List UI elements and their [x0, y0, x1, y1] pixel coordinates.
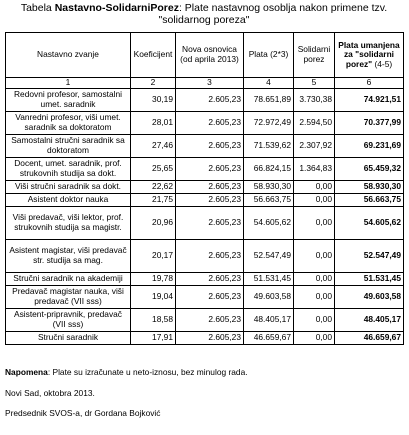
cell-zvanje: Viši predavač, viši lektor, prof. strukovnih studija sa magistr. [6, 207, 131, 240]
cell-koeficijent: 22,62 [131, 181, 176, 194]
title-rest: : Plate nastavnog osoblja nakon primene tzv. "solidarnog poreza" [158, 2, 388, 26]
cell-porez: 2.307,92 [294, 135, 335, 158]
note-line [5, 367, 248, 377]
cell-koeficijent: 19,78 [131, 273, 176, 286]
cell-porez: 0,00 [294, 273, 335, 286]
cell-umanjena: 74.921,51 [335, 89, 404, 112]
cell-koeficijent: 25,65 [131, 158, 176, 181]
cell-koeficijent: 19,04 [131, 286, 176, 309]
cell-zvanje: Asistent doktor nauka [6, 194, 131, 207]
cell-zvanje: Asistent magistar, viši predavač str. studija sa mag. [6, 240, 131, 273]
cell-osnovica: 2.605,23 [176, 135, 244, 158]
header-zvanje: Nastavno zvanje [6, 33, 131, 78]
cell-plata: 52.547,49 [244, 240, 294, 273]
cell-umanjena: 49.603,58 [335, 286, 404, 309]
cell-porez: 0,00 [294, 332, 335, 345]
table-row [6, 286, 404, 309]
title-prefix: Tabela [20, 2, 55, 14]
cell-umanjena: 58.930,30 [335, 181, 404, 194]
cell-umanjena: 46.659,67 [335, 332, 404, 345]
header-plata: Plata (2*3) [244, 33, 294, 78]
cell-umanjena: 48.405,17 [335, 309, 404, 332]
header-row [6, 33, 404, 78]
cell-koeficijent: 21,75 [131, 194, 176, 207]
cell-plata: 71.539,62 [244, 135, 294, 158]
cell-plata: 51.531,45 [244, 273, 294, 286]
cell-zvanje: Asistent-pripravnik, predavač (VII sss) [6, 309, 131, 332]
col-number: 4 [244, 78, 294, 89]
cell-osnovica: 2.605,23 [176, 89, 244, 112]
cell-osnovica: 2.605,23 [176, 181, 244, 194]
cell-osnovica: 2.605,23 [176, 332, 244, 345]
cell-koeficijent: 27,46 [131, 135, 176, 158]
cell-osnovica: 2.605,23 [176, 112, 244, 135]
cell-umanjena: 69.231,69 [335, 135, 404, 158]
cell-osnovica: 2.605,23 [176, 273, 244, 286]
column-number-row [6, 78, 404, 89]
table-row [6, 89, 404, 112]
col-number: 3 [176, 78, 244, 89]
cell-porez: 0,00 [294, 309, 335, 332]
cell-umanjena: 51.531,45 [335, 273, 404, 286]
cell-osnovica: 2.605,23 [176, 158, 244, 181]
table-title [5, 2, 403, 26]
header-porez: Solidarni porez [294, 33, 335, 78]
cell-plata: 66.824,15 [244, 158, 294, 181]
cell-koeficijent: 20,96 [131, 207, 176, 240]
cell-koeficijent: 28,01 [131, 112, 176, 135]
cell-plata: 72.972,49 [244, 112, 294, 135]
col-number: 5 [294, 78, 335, 89]
cell-koeficijent: 17,91 [131, 332, 176, 345]
cell-umanjena: 70.377,99 [335, 112, 404, 135]
signature: Predsednik SVOS-a, dr Gordana Bojković [5, 408, 161, 418]
col-number: 1 [6, 78, 131, 89]
cell-plata: 56.663,75 [244, 194, 294, 207]
header-koeficijent: Koeficijent [131, 33, 176, 78]
cell-osnovica: 2.605,23 [176, 286, 244, 309]
cell-porez: 2.594,50 [294, 112, 335, 135]
cell-porez: 3.730,38 [294, 89, 335, 112]
col-number: 6 [335, 78, 404, 89]
cell-porez: 0,00 [294, 207, 335, 240]
cell-zvanje: Redovni profesor, samostalni umet. saradnik [6, 89, 131, 112]
cell-porez: 0,00 [294, 181, 335, 194]
cell-zvanje: Predavač magistar nauka, viši predavač (VII sss) [6, 286, 131, 309]
cell-umanjena: 65.459,32 [335, 158, 404, 181]
table-row [6, 240, 404, 273]
cell-koeficijent: 18,58 [131, 309, 176, 332]
cell-plata: 78.651,89 [244, 89, 294, 112]
table-row [6, 158, 404, 181]
cell-osnovica: 2.605,23 [176, 309, 244, 332]
cell-porez: 1.364,83 [294, 158, 335, 181]
cell-plata: 49.603,58 [244, 286, 294, 309]
header-osnovica: Nova osnovica (od aprila 2013) [176, 33, 244, 78]
table-row [6, 332, 404, 345]
cell-zvanje: Docent, umet. saradnik, prof. strukovnih studija sa dokt. [6, 158, 131, 181]
cell-umanjena: 52.547,49 [335, 240, 404, 273]
cell-zvanje: Stručni saradnik na akademiji [6, 273, 131, 286]
cell-koeficijent: 30,19 [131, 89, 176, 112]
cell-zvanje: Viši stručni saradnik sa dokt. [6, 181, 131, 194]
cell-zvanje: Samostalni stručni saradnik sa doktoratom [6, 135, 131, 158]
cell-zvanje: Vanredni profesor, viši umet. saradnik sa doktoratom [6, 112, 131, 135]
cell-porez: 0,00 [294, 286, 335, 309]
header-umanjena-bold: Plata umanjena za "solidarni porez" [338, 39, 400, 69]
cell-umanjena: 54.605,62 [335, 207, 404, 240]
title-bold: Nastavno-SolidarniPorez [54, 2, 179, 14]
table-row [6, 194, 404, 207]
header-umanjena [335, 33, 404, 78]
table-row [6, 112, 404, 135]
table-row [6, 309, 404, 332]
salary-table [5, 32, 404, 345]
cell-osnovica: 2.605,23 [176, 207, 244, 240]
cell-osnovica: 2.605,23 [176, 194, 244, 207]
table-row [6, 135, 404, 158]
header-umanjena-suffix: (4-5) [372, 58, 393, 69]
cell-zvanje: Stručni saradnik [6, 332, 131, 345]
cell-osnovica: 2.605,23 [176, 240, 244, 273]
cell-koeficijent: 20,17 [131, 240, 176, 273]
note-label: Napomena [5, 367, 48, 377]
cell-plata: 48.405,17 [244, 309, 294, 332]
place-date: Novi Sad, oktobra 2013. [5, 388, 95, 398]
cell-porez: 0,00 [294, 194, 335, 207]
cell-plata: 46.659,67 [244, 332, 294, 345]
note-text: : Plate su izračunate u neto-iznosu, bez minulog rada. [47, 367, 248, 377]
cell-plata: 58.930,30 [244, 181, 294, 194]
table-row [6, 181, 404, 194]
cell-porez: 0,00 [294, 240, 335, 273]
cell-plata: 54.605,62 [244, 207, 294, 240]
cell-umanjena: 56.663,75 [335, 194, 404, 207]
table-row [6, 207, 404, 240]
col-number: 2 [131, 78, 176, 89]
table-row [6, 273, 404, 286]
